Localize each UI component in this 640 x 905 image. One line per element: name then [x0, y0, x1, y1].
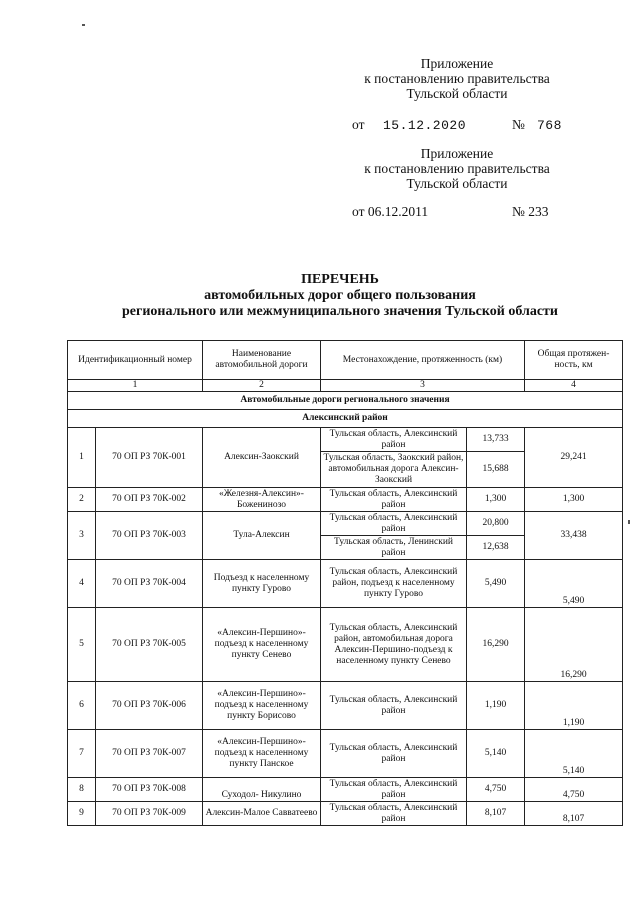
row-number: 9: [68, 802, 96, 826]
road-id: 70 ОП РЗ 70К-006: [96, 682, 203, 730]
table-header-row: [68, 341, 623, 380]
road-name: Алексин-Заокский: [203, 428, 321, 488]
road-id: 70 ОП РЗ 70К-008: [96, 778, 203, 802]
road-id: 70 ОП РЗ 70К-005: [96, 608, 203, 682]
col-number: 4: [525, 380, 623, 392]
segment-location: Тульская область, Алексинский район: [321, 682, 467, 730]
road-total: 4,750: [525, 778, 623, 802]
segment-length: 1,190: [467, 682, 525, 730]
table-row: [68, 428, 623, 452]
district-row: [68, 410, 623, 428]
header-name: Наименование автомобильной дороги: [203, 341, 321, 380]
title-line3: регионального или межмуниципального значения Тульской области: [122, 304, 558, 319]
road-id: 70 ОП РЗ 70К-001: [96, 428, 203, 488]
appendix-old-heading: [352, 146, 562, 191]
road-total: 5,490: [525, 560, 623, 608]
appendix-new-date: 15.12.2020: [383, 118, 467, 133]
appendix-new-number: 768: [537, 118, 562, 133]
document-title: [60, 272, 620, 320]
district-title: Алексинский район: [68, 410, 623, 428]
table-row: [68, 560, 623, 608]
road-total: 1,300: [525, 488, 623, 512]
section-title: Автомобильные дороги регионального значения: [68, 392, 623, 410]
col-number: 3: [321, 380, 525, 392]
segment-length: 5,140: [467, 730, 525, 778]
segment-length: 5,490: [467, 560, 525, 608]
row-number: 6: [68, 682, 96, 730]
segment-location: Тульская область, Алексинский район: [321, 428, 467, 452]
road-name: «Алексин-Першино»-подъезд к населенному пункту Борисово: [203, 682, 321, 730]
segment-length: 15,688: [467, 452, 525, 488]
col-number: 2: [203, 380, 321, 392]
road-name: Тула-Алексин: [203, 512, 321, 560]
road-id: 70 ОП РЗ 70К-002: [96, 488, 203, 512]
row-number: 1: [68, 428, 96, 488]
road-total: 5,140: [525, 730, 623, 778]
road-total: 29,241: [525, 428, 623, 488]
appendix-new-line2: к постановлению правительства: [364, 71, 550, 86]
col-number: 1: [68, 380, 203, 392]
road-name: «Алексин-Першино»-подъезд к населенному пункту Сенево: [203, 608, 321, 682]
segment-location: Тульская область, Ленинский район: [321, 536, 467, 560]
header-total: Общая протяжен-ность, км: [525, 341, 623, 380]
roads-table: [67, 340, 623, 826]
row-number: 2: [68, 488, 96, 512]
row-number: 3: [68, 512, 96, 560]
row-number: 5: [68, 608, 96, 682]
title-line1: ПЕРЕЧЕНЬ: [301, 272, 379, 287]
segment-location: Тульская область, Заокский район, автомобильная дорога Алексин-Заокский: [321, 452, 467, 488]
table-row: [68, 682, 623, 730]
table-row: [68, 802, 623, 826]
row-number: 4: [68, 560, 96, 608]
segment-location: Тульская область, Алексинский район: [321, 730, 467, 778]
segment-location: Тульская область, Алексинский район: [321, 512, 467, 536]
appendix-old-line2: к постановлению правительства: [364, 161, 550, 176]
road-total: 1,190: [525, 682, 623, 730]
appendix-old-date: от 06.12.2011: [352, 204, 429, 219]
appendix-new-line3: Тульской области: [406, 86, 508, 101]
table-row: [68, 512, 623, 536]
appendix-old-line1: Приложение: [420, 146, 494, 161]
table-row: [68, 488, 623, 512]
column-number-row: [68, 380, 623, 392]
appendix-new-number-prefix: №: [512, 117, 525, 132]
title-line2: автомобильных дорог общего пользования: [204, 288, 476, 303]
row-number: 8: [68, 778, 96, 802]
road-total: 8,107: [525, 802, 623, 826]
table-row: [68, 778, 623, 802]
road-name: «Алексин-Першино»-подъезд к населенному пункту Панское: [203, 730, 321, 778]
header-location: Местонахождение, протяженность (км): [321, 341, 525, 380]
row-number: 7: [68, 730, 96, 778]
road-total: 16,290: [525, 608, 623, 682]
scan-mark: [628, 520, 630, 524]
scan-mark: [82, 24, 85, 26]
segment-length: 4,750: [467, 778, 525, 802]
road-total: 33,438: [525, 512, 623, 560]
road-id: 70 ОП РЗ 70К-004: [96, 560, 203, 608]
segment-location: Тульская область, Алексинский район, автомобильная дорога Алексин-Першино-подъезд к населенному пункту Сенево: [321, 608, 467, 682]
table-row: [68, 608, 623, 682]
appendix-old-number: № 233: [512, 204, 549, 219]
segment-length: 12,638: [467, 536, 525, 560]
segment-length: 1,300: [467, 488, 525, 512]
section-row: [68, 392, 623, 410]
segment-length: 8,107: [467, 802, 525, 826]
appendix-old-line3: Тульской области: [406, 176, 508, 191]
road-id: 70 ОП РЗ 70К-003: [96, 512, 203, 560]
appendix-new-date-prefix: от: [352, 117, 365, 132]
table-row: [68, 730, 623, 778]
header-id: Идентификационный номер: [68, 341, 203, 380]
segment-location: Тульская область, Алексинский район: [321, 488, 467, 512]
segment-location: Тульская область, Алексинский район: [321, 802, 467, 826]
road-id: 70 ОП РЗ 70К-007: [96, 730, 203, 778]
appendix-new-line1: Приложение: [420, 56, 494, 71]
road-name: «Железня-Алексин»-Боженинозо: [203, 488, 321, 512]
road-name: Алексин-Малое Савватеево: [203, 802, 321, 826]
segment-length: 16,290: [467, 608, 525, 682]
segment-length: 20,800: [467, 512, 525, 536]
segment-location: Тульская область, Алексинский район: [321, 778, 467, 802]
road-name: Суходол- Никулино: [203, 778, 321, 802]
road-name: Подъезд к населенному пункту Гурово: [203, 560, 321, 608]
appendix-new-heading: [352, 56, 562, 101]
segment-location: Тульская область, Алексинский район, подъезд к населенному пункту Гурово: [321, 560, 467, 608]
road-id: 70 ОП РЗ 70К-009: [96, 802, 203, 826]
segment-length: 13,733: [467, 428, 525, 452]
